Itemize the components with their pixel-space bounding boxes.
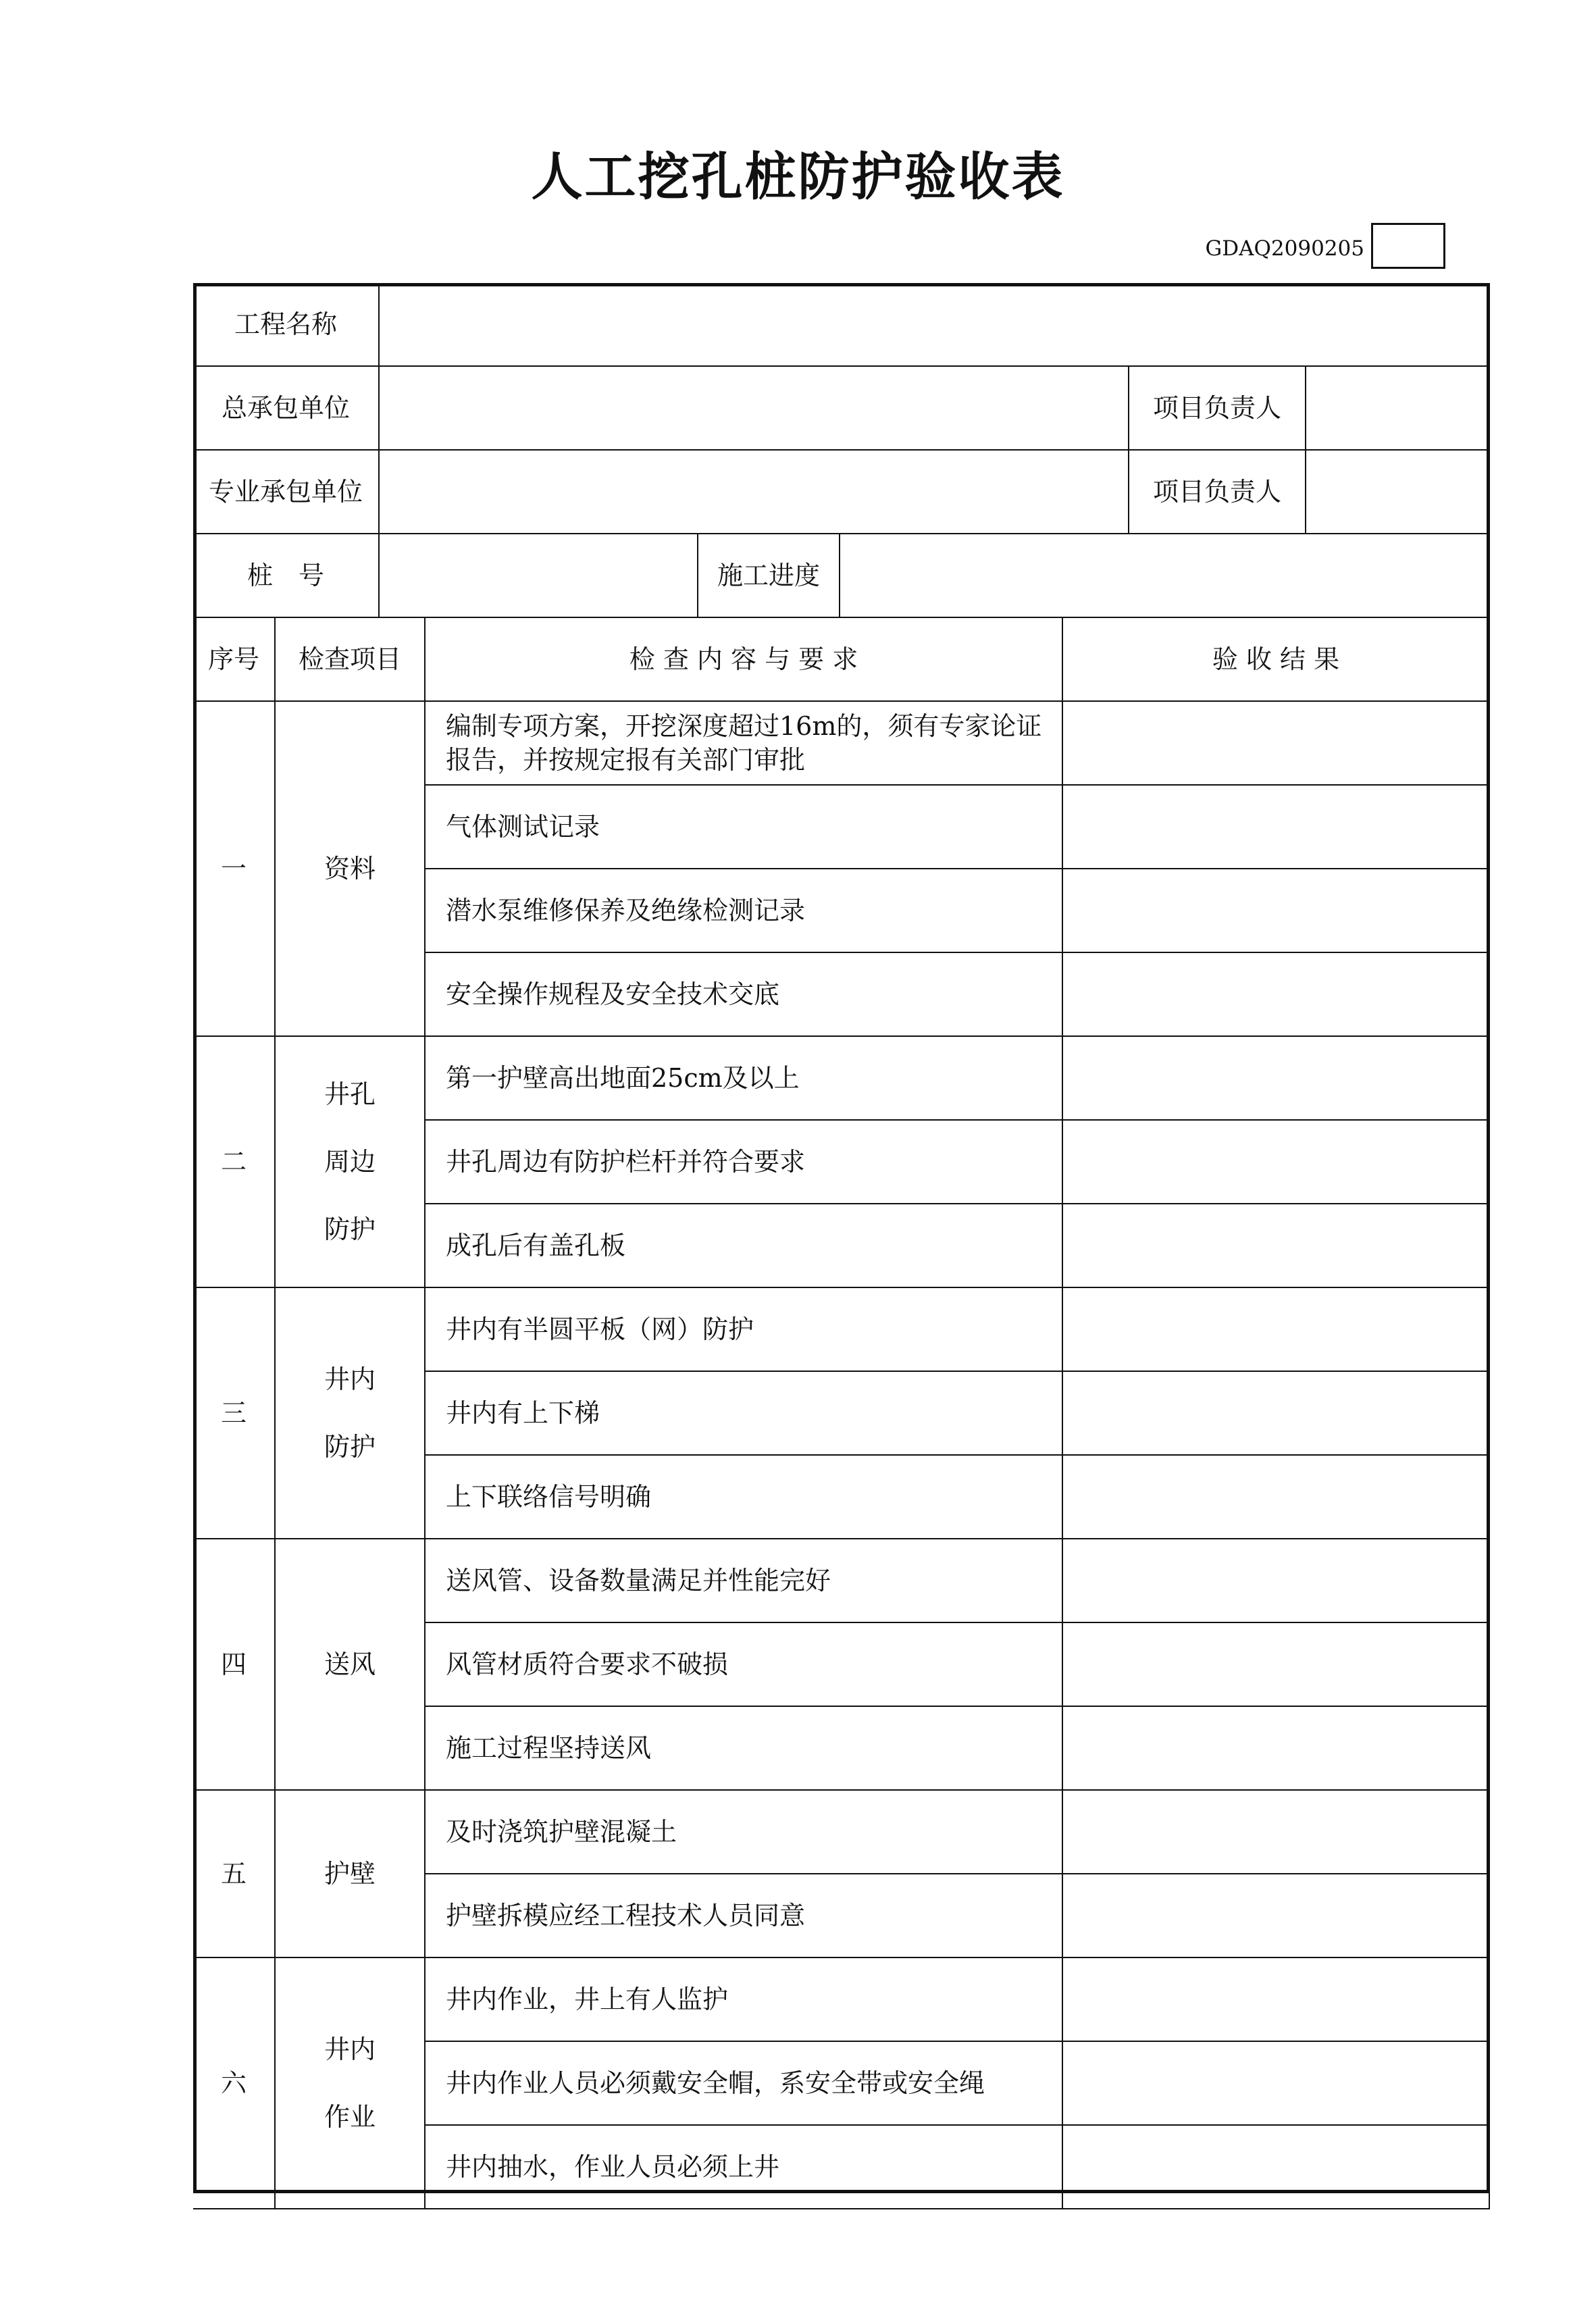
pile-no-field[interactable]: [380, 534, 698, 618]
check-content: [426, 1037, 1063, 1121]
section-item: [276, 1539, 426, 1791]
project-manager-label-2: 项目负责人: [1129, 451, 1306, 534]
col-item-header: 检查项目: [276, 618, 426, 702]
check-result-field[interactable]: [1063, 2042, 1490, 2126]
check-result-field[interactable]: [1063, 1121, 1490, 1204]
check-content-text: 第一护壁高出地面25cm及以上: [446, 1063, 800, 1093]
check-content-text: 编制专项方案，开挖深度超过16m的，须有专家论证报告，并按规定报有关部门审批: [446, 711, 1042, 775]
section-seq: 三: [193, 1288, 276, 1539]
check-content: [426, 1791, 1063, 1874]
section-seq: 四: [193, 1539, 276, 1791]
section-item-line: 作业: [324, 2102, 376, 2132]
check-content: [426, 786, 1063, 869]
general-contractor-label: 总承包单位: [193, 367, 380, 451]
project-name-label: 工程名称: [193, 283, 380, 367]
check-result-field[interactable]: [1063, 869, 1490, 953]
check-content-text: 气体测试记录: [446, 812, 600, 842]
check-content: [426, 1456, 1063, 1539]
check-content-text: 井孔周边有防护栏杆并符合要求: [446, 1147, 806, 1177]
check-content: [426, 702, 1063, 786]
check-content-text: 上下联络信号明确: [446, 1482, 652, 1512]
check-content: [426, 2126, 1063, 2209]
section-item-line: 资料: [324, 854, 376, 884]
section-item: [276, 1288, 426, 1539]
check-result-field[interactable]: [1063, 1372, 1490, 1456]
check-result-field[interactable]: [1063, 953, 1490, 1037]
check-result-field[interactable]: [1063, 1791, 1490, 1874]
check-result-field[interactable]: [1063, 1539, 1490, 1623]
check-content-text: 风管材质符合要求不破损: [446, 1649, 729, 1679]
form-code-box[interactable]: [1371, 223, 1445, 269]
section-seq: 五: [193, 1791, 276, 1958]
check-content: [426, 1204, 1063, 1288]
check-content-text: 安全操作规程及安全技术交底: [446, 979, 780, 1009]
check-content: [426, 1958, 1063, 2042]
section-item-line: 井孔: [324, 1079, 376, 1109]
check-content: [426, 1288, 1063, 1372]
check-result-field[interactable]: [1063, 1288, 1490, 1372]
check-content: [426, 1707, 1063, 1791]
project-manager-field[interactable]: [1306, 367, 1490, 451]
check-result-field[interactable]: [1063, 1623, 1490, 1707]
check-content-text: 护壁拆模应经工程技术人员同意: [446, 1901, 806, 1930]
check-content: [426, 869, 1063, 953]
general-contractor-field[interactable]: [380, 367, 1129, 451]
section-item-line: 护壁: [324, 1859, 376, 1889]
check-content-text: 井内有半圆平板（网）防护: [446, 1314, 754, 1344]
check-content: [426, 1121, 1063, 1204]
col-result-header: 验 收 结 果: [1063, 618, 1490, 702]
check-content: [426, 1623, 1063, 1707]
check-result-field[interactable]: [1063, 1707, 1490, 1791]
check-content-text: 送风管、设备数量满足并性能完好: [446, 1566, 831, 1595]
check-result-field[interactable]: [1063, 1037, 1490, 1121]
special-contractor-label: 专业承包单位: [193, 451, 380, 534]
check-content-text: 井内作业人员必须戴安全帽，系安全带或安全绳: [446, 2068, 985, 2098]
check-content-text: 井内抽水，作业人员必须上井: [446, 2152, 780, 2182]
special-contractor-field[interactable]: [380, 451, 1129, 534]
section-item: [276, 1958, 426, 2209]
section-item-line: 周边: [324, 1147, 376, 1177]
section-item-line: 井内: [324, 2034, 376, 2064]
check-content: [426, 1539, 1063, 1623]
check-result-field[interactable]: [1063, 1456, 1490, 1539]
check-result-field[interactable]: [1063, 1958, 1490, 2042]
project-manager-field-2[interactable]: [1306, 451, 1490, 534]
check-content-text: 潜水泵维修保养及绝缘检测记录: [446, 896, 806, 925]
check-content-text: 成孔后有盖孔板: [446, 1231, 626, 1260]
check-result-field[interactable]: [1063, 2126, 1490, 2209]
check-content: [426, 2042, 1063, 2126]
check-content-text: 井内作业，井上有人监护: [446, 1985, 729, 2014]
section-item-line: 送风: [324, 1649, 376, 1679]
check-result-field[interactable]: [1063, 1204, 1490, 1288]
section-item-line: 井内: [324, 1364, 376, 1394]
col-content-header: 检 查 内 容 与 要 求: [426, 618, 1063, 702]
check-content-text: 井内有上下梯: [446, 1398, 600, 1428]
check-result-field[interactable]: [1063, 1874, 1490, 1958]
section-seq: 六: [193, 1958, 276, 2209]
col-seq-header: 序号: [193, 618, 276, 702]
section-item: [276, 1037, 426, 1288]
section-seq: 二: [193, 1037, 276, 1288]
page-title: 人工挖孔桩防护验收表: [531, 147, 1065, 207]
section-item: [276, 702, 426, 1037]
check-content: [426, 1372, 1063, 1456]
project-name-field[interactable]: [380, 283, 1490, 367]
section-item-line: 防护: [324, 1214, 376, 1244]
check-content: [426, 1874, 1063, 1958]
pile-no-label: 桩 号: [193, 534, 380, 618]
check-content: [426, 953, 1063, 1037]
progress-field[interactable]: [840, 534, 1490, 618]
project-manager-label: 项目负责人: [1129, 367, 1306, 451]
check-content-text: 及时浇筑护壁混凝土: [446, 1817, 677, 1847]
inspection-table: [193, 283, 1490, 2193]
section-seq: 一: [193, 702, 276, 1037]
check-result-field[interactable]: [1063, 702, 1490, 786]
progress-label: 施工进度: [698, 534, 840, 618]
check-content-text: 施工过程坚持送风: [446, 1733, 652, 1763]
check-result-field[interactable]: [1063, 786, 1490, 869]
form-code: GDAQ2090205: [1205, 236, 1364, 261]
section-item: [276, 1791, 426, 1958]
section-item-line: 防护: [324, 1432, 376, 1462]
